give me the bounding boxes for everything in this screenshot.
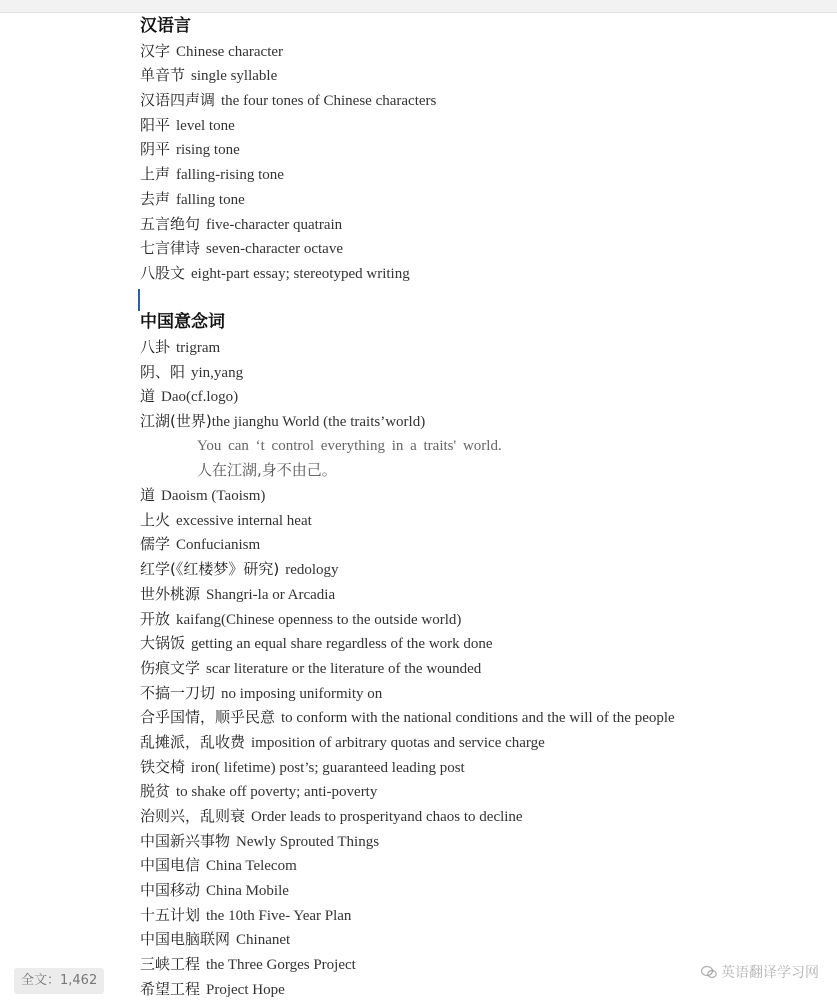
list-item [140,903,830,928]
list-item [140,705,830,730]
term-chinese: 希望工程 [140,979,201,998]
term-english: Shangri-la or Arcadia [206,586,336,603]
list-item [140,335,830,360]
term-english: scar literature or the literature of the wounded [206,660,482,677]
term-english: Dao(cf.logo) [161,389,239,406]
term-english: the Three Gorges Project [206,957,356,974]
term-english: five-character quatrain [206,216,343,233]
list-item [140,63,830,88]
term-english: the 10th Five- Year Plan [206,907,352,924]
term-english: rising tone [176,142,240,159]
list-item [140,532,830,557]
term-english: level tone [176,117,235,134]
term-chinese: 红学(《红楼梦》研究) [140,560,280,579]
term-chinese: 江湖(世界) [140,412,212,431]
term-english: to shake off poverty; anti-poverty [176,784,378,801]
example-chinese: 人在江湖,身不由己。 [197,461,337,480]
text-cursor [138,289,140,311]
term-chinese: 大锅饭 [140,634,186,653]
term-chinese: 上声 [140,165,171,184]
term-chinese: 道 [140,387,156,406]
term-english: Daoism (Taoism) [161,488,266,505]
term-english: eight-part essay; stereotyped writing [191,265,410,282]
watermark-text: 英语翻译学习网 [721,965,819,981]
empty-line[interactable] [140,286,830,311]
list-item [140,582,830,607]
term-chinese: 脱贫 [140,782,171,801]
window-top-edge [0,0,837,13]
term-chinese: 十五计划 [140,905,201,924]
term-english: Confucianism [176,537,261,554]
term-chinese: 伤痕文学 [140,658,201,677]
term-english: to conform with the national conditions and the will of the people [281,710,675,727]
term-chinese: 开放 [140,609,171,628]
term-chinese: 合乎国情，顺乎民意 [140,708,276,727]
term-chinese: 汉语四声调 [140,91,216,110]
term-chinese: 乱摊派，乱收费 [140,732,246,751]
list-item [140,483,830,508]
list-item [140,755,830,780]
list-item [140,779,830,804]
term-english: imposition of arbitrary quotas and service charge [251,734,545,751]
term-english: trigram [176,339,221,356]
list-item [140,39,830,64]
term-english: Chinese character [176,43,284,60]
term-chinese: 汉字 [140,41,171,60]
term-chinese: 去声 [140,189,171,208]
term-english: the four tones of Chinese characters [221,93,437,110]
term-english: kaifang(Chinese openness to the outside world) [176,611,462,628]
term-english: China Telecom [206,858,297,875]
term-english: China Mobile [206,883,289,900]
example-sentence-english [140,434,830,459]
watermark [701,962,819,982]
term-english: Newly Sprouted Things [236,833,380,850]
term-chinese: 八卦 [140,337,171,356]
term-chinese: 不搞一刀切 [140,683,216,702]
term-chinese: 道 [140,486,156,505]
list-item [140,162,830,187]
term-chinese: 治则兴，乱则衰 [140,807,246,826]
term-chinese: 铁交椅 [140,757,186,776]
term-chinese: 上火 [140,510,171,529]
section-heading-chinese-language: 汉语言 [140,16,191,36]
list-item [140,360,830,385]
list-item [140,829,830,854]
term-chinese: 阴平 [140,140,171,159]
list-item [140,557,830,582]
term-english: seven-character octave [206,241,344,258]
term-english: excessive internal heat [176,512,312,529]
list-item [140,681,830,706]
term-english: falling tone [176,191,245,208]
term-english: getting an equal share regardless of the work done [191,636,493,653]
list-item [140,878,830,903]
term-chinese: 中国移动 [140,881,201,900]
list-item [140,804,830,829]
list-item [140,607,830,632]
list-item [140,631,830,656]
list-item [140,656,830,681]
term-english: the jianghu World (the traits’world) [211,414,426,431]
term-english: Chinanet [236,932,291,949]
term-chinese: 七言律诗 [140,239,201,258]
section-heading-chinese-concepts: 中国意念词 [140,312,225,333]
list-item [140,187,830,212]
word-count-badge: 全文：1,462 [14,968,104,994]
term-chinese: 儒学 [140,535,171,554]
term-chinese: 阳平 [140,115,171,134]
list-item [140,927,830,952]
chat-bubble-icon [701,965,717,979]
term-chinese: 单音节 [140,66,186,85]
list-item [140,88,830,113]
document-body[interactable] [140,14,830,1002]
term-chinese: 中国新兴事物 [140,831,231,850]
list-item [140,508,830,533]
term-english: falling-rising tone [176,167,284,184]
term-chinese: 三峡工程 [140,955,201,974]
term-chinese: 中国电信 [140,856,201,875]
list-item [140,236,830,261]
list-item [140,212,830,237]
term-english: single syllable [191,68,278,85]
example-sentence-chinese [140,458,830,483]
term-chinese: 阴、阳 [140,362,186,381]
term-chinese: 中国电脑联网 [140,930,231,949]
term-chinese: 世外桃源 [140,584,201,603]
list-item [140,853,830,878]
term-english: yin,yang [191,364,244,381]
list-item [140,730,830,755]
term-english: no imposing uniformity on [221,685,383,702]
term-english: redology [285,562,339,579]
term-english: Project Hope [206,981,285,998]
term-english: Order leads to prosperityand chaos to decline [251,809,523,826]
list-item [140,137,830,162]
term-chinese: 八股文 [140,263,186,282]
term-chinese: 五言绝句 [140,214,201,233]
example-english: You can ‘t control everything in a traits' world. [197,437,502,454]
list-item [140,409,830,434]
list-item [140,113,830,138]
list-item [140,384,830,409]
list-item [140,261,830,286]
term-english: iron( lifetime) post’s; guaranteed leading post [191,759,465,776]
